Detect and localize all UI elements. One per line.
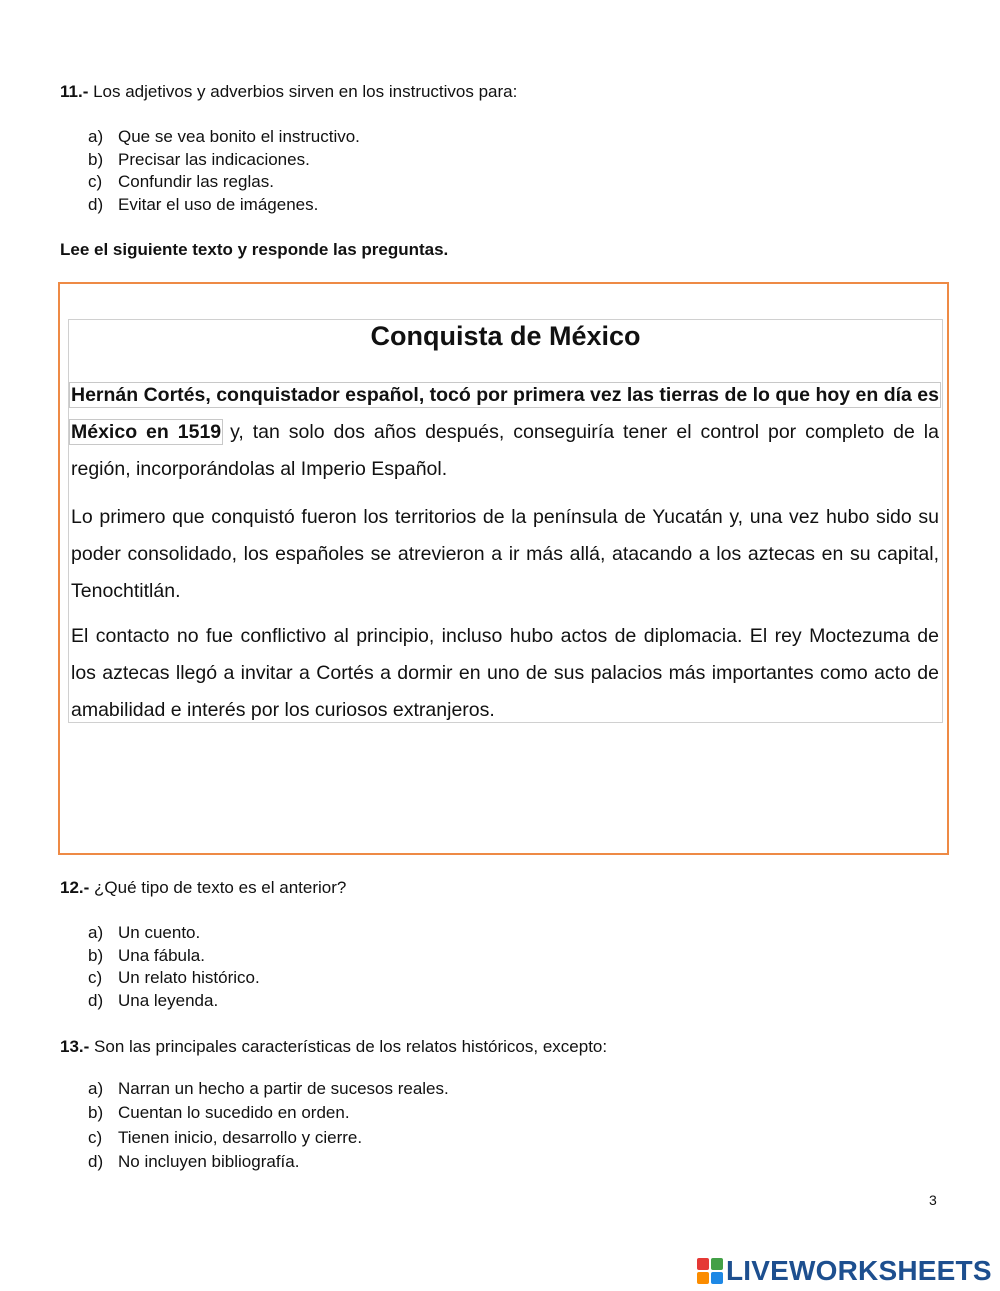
liveworksheets-logo	[697, 1255, 992, 1287]
highlighted-phrase: Hernán Cortés, conquistador español, tocó por primera vez las tierras de lo que hoy en día es México en 1519	[71, 384, 939, 443]
page-number: 3	[929, 1192, 937, 1208]
option-a[interactable]: a) Un cuento.	[88, 923, 201, 942]
option-b[interactable]: b) Precisar las indicaciones.	[88, 149, 310, 169]
paragraph-text: y, tan solo dos años después, conseguiría tener el control por completo de la región, incorporándolas al Imperio Español.	[71, 421, 939, 480]
reading-paragraph-1	[71, 377, 939, 488]
option-b[interactable]: b) Cuentan lo sucedido en orden.	[88, 1103, 350, 1123]
question-number: 11.-	[60, 82, 89, 101]
question-number: 12.-	[60, 878, 90, 897]
option-d[interactable]: d) Evitar el uso de imágenes.	[88, 194, 319, 214]
option-d[interactable]: d) Una leyenda.	[88, 990, 219, 1010]
options-q13	[88, 1077, 449, 1174]
options-q12	[88, 922, 260, 1012]
question-text: ¿Qué tipo de texto es el anterior?	[94, 878, 347, 897]
instruction: Lee el siguiente texto y responde las preguntas.	[60, 240, 449, 259]
liveworksheets-logo-icon	[697, 1258, 723, 1284]
option-b[interactable]: b) Una fábula.	[88, 945, 205, 965]
question-12	[60, 878, 346, 898]
option-c[interactable]: c) Un relato histórico.	[88, 968, 260, 987]
question-11	[60, 82, 517, 102]
option-c[interactable]: c) Confundir las reglas.	[88, 172, 274, 191]
reading-title: Conquista de México	[370, 321, 641, 351]
option-d[interactable]: d) No incluyen bibliografía.	[88, 1151, 300, 1171]
options-q11	[88, 126, 360, 216]
question-number: 13.-	[60, 1037, 90, 1056]
option-a[interactable]: a) Que se vea bonito el instructivo.	[88, 127, 360, 146]
option-a[interactable]: a) Narran un hecho a partir de sucesos reales.	[88, 1079, 449, 1098]
question-13	[60, 1037, 607, 1057]
reading-paragraph-2: Lo primero que conquistó fueron los territorios de la península de Yucatán y, una vez hubo sido su poder consolidado, los españoles se atrevieron a ir más allá, atacando a los aztecas en su capital, Tenochtitlán.	[71, 506, 939, 602]
question-text: Los adjetivos y adverbios sirven en los instructivos para:	[93, 82, 518, 101]
reading-paragraph-3: El contacto no fue conflictivo al principio, incluso hubo actos de diplomacia. El rey Moctezuma de los aztecas llegó a invitar a Cortés a dormir en uno de sus palacios más importantes como acto de amabilidad e interés por los curiosos extranjeros.	[71, 625, 939, 721]
option-c[interactable]: c) Tienen inicio, desarrollo y cierre.	[88, 1127, 363, 1147]
question-text: Son las principales características de los relatos históricos, excepto:	[94, 1037, 608, 1056]
brand-name: LIVEWORKSHEETS	[726, 1255, 992, 1286]
